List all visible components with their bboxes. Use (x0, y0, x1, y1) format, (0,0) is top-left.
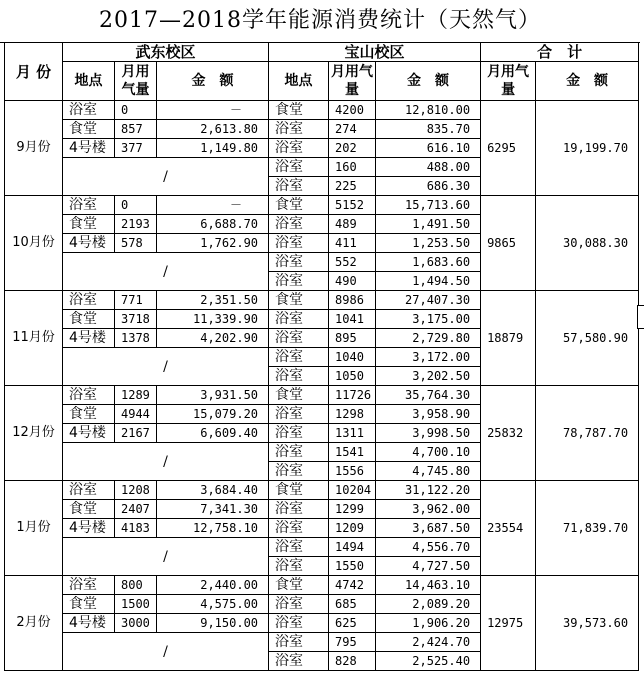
baoshan-location-cell[interactable]: 浴室 (269, 215, 329, 234)
baoshan-volume-cell[interactable]: 202 (329, 139, 376, 158)
wudong-amount-cell[interactable]: 6,688.70 (157, 215, 269, 234)
month-cell[interactable]: 11月份 (5, 291, 63, 386)
baoshan-amount-cell[interactable]: 3,958.90 (376, 405, 481, 424)
total-amount-cell[interactable]: 57,580.90 (536, 291, 639, 386)
wudong-volume-cell[interactable]: 800 (115, 576, 157, 595)
baoshan-volume-cell[interactable]: 1494 (329, 538, 376, 557)
wudong-volume-cell[interactable]: 3718 (115, 310, 157, 329)
baoshan-location-cell[interactable]: 浴室 (269, 158, 329, 177)
total-volume-cell[interactable]: 12975 (481, 576, 536, 671)
header-total[interactable]: 合 计 (481, 43, 639, 62)
baoshan-volume-cell[interactable]: 225 (329, 177, 376, 196)
wudong-volume-cell[interactable]: 578 (115, 234, 157, 253)
wudong-volume-cell[interactable]: 1289 (115, 386, 157, 405)
baoshan-amount-cell[interactable]: 1,494.50 (376, 272, 481, 291)
wudong-amount-cell[interactable]: 1,762.90 (157, 234, 269, 253)
baoshan-volume-cell[interactable]: 895 (329, 329, 376, 348)
baoshan-location-cell[interactable]: 食堂 (269, 101, 329, 120)
wudong-amount-cell[interactable]: － (157, 101, 269, 120)
baoshan-location-cell[interactable]: 浴室 (269, 595, 329, 614)
header-campus-wudong[interactable]: 武东校区 (63, 43, 269, 62)
baoshan-volume-cell[interactable]: 552 (329, 253, 376, 272)
total-volume-cell[interactable]: 23554 (481, 481, 536, 576)
wudong-empty-cell[interactable]: / (63, 158, 269, 196)
baoshan-volume-cell[interactable]: 411 (329, 234, 376, 253)
baoshan-volume-cell[interactable]: 1209 (329, 519, 376, 538)
baoshan-location-cell[interactable]: 浴室 (269, 120, 329, 139)
wudong-amount-cell[interactable]: 11,339.90 (157, 310, 269, 329)
baoshan-location-cell[interactable]: 浴室 (269, 652, 329, 671)
wudong-volume-cell[interactable]: 4944 (115, 405, 157, 424)
wudong-amount-cell[interactable]: 6,609.40 (157, 424, 269, 443)
baoshan-location-cell[interactable]: 食堂 (269, 386, 329, 405)
baoshan-location-cell[interactable]: 浴室 (269, 500, 329, 519)
wudong-amount-cell[interactable]: 15,079.20 (157, 405, 269, 424)
baoshan-location-cell[interactable]: 浴室 (269, 139, 329, 158)
wudong-volume-cell[interactable]: 2167 (115, 424, 157, 443)
baoshan-location-cell[interactable]: 浴室 (269, 177, 329, 196)
total-amount-cell[interactable]: 30,088.30 (536, 196, 639, 291)
scrollbar-edge[interactable] (637, 305, 644, 329)
baoshan-amount-cell[interactable]: 686.30 (376, 177, 481, 196)
baoshan-location-cell[interactable]: 浴室 (269, 538, 329, 557)
baoshan-volume-cell[interactable]: 160 (329, 158, 376, 177)
table-row (5, 196, 639, 215)
wudong-volume-cell[interactable]: 4183 (115, 519, 157, 538)
baoshan-location-cell[interactable]: 食堂 (269, 481, 329, 500)
baoshan-volume-cell[interactable]: 1556 (329, 462, 376, 481)
baoshan-location-cell[interactable]: 浴室 (269, 519, 329, 538)
baoshan-volume-cell[interactable]: 1311 (329, 424, 376, 443)
wudong-empty-cell[interactable]: / (63, 348, 269, 386)
baoshan-volume-cell[interactable]: 828 (329, 652, 376, 671)
baoshan-amount-cell[interactable]: 2,525.40 (376, 652, 481, 671)
wudong-location-cell[interactable]: 4号楼 (63, 424, 115, 443)
wudong-empty-cell[interactable]: / (63, 443, 269, 481)
wudong-location-cell[interactable]: 食堂 (63, 595, 115, 614)
wudong-amount-cell[interactable]: 4,202.90 (157, 329, 269, 348)
wudong-volume-cell[interactable]: 0 (115, 101, 157, 120)
wudong-location-cell[interactable]: 4号楼 (63, 139, 115, 158)
baoshan-volume-cell[interactable]: 1299 (329, 500, 376, 519)
wudong-location-cell[interactable]: 食堂 (63, 120, 115, 139)
table-body (5, 101, 639, 671)
baoshan-location-cell[interactable]: 浴室 (269, 443, 329, 462)
baoshan-location-cell[interactable]: 浴室 (269, 633, 329, 652)
total-amount-cell[interactable]: 39,573.60 (536, 576, 639, 671)
baoshan-location-cell[interactable]: 浴室 (269, 405, 329, 424)
baoshan-amount-cell[interactable]: 15,713.60 (376, 196, 481, 215)
baoshan-volume-cell[interactable]: 10204 (329, 481, 376, 500)
header-volume-total[interactable]: 月用气量 (481, 62, 536, 101)
header-campus-baoshan[interactable]: 宝山校区 (269, 43, 481, 62)
wudong-volume-cell[interactable]: 0 (115, 196, 157, 215)
total-amount-cell[interactable]: 71,839.70 (536, 481, 639, 576)
sheet-title: 2017—2018学年能源消费统计（天然气） (0, 0, 640, 43)
wudong-amount-cell[interactable]: 2,351.50 (157, 291, 269, 310)
wudong-amount-cell[interactable]: 3,684.40 (157, 481, 269, 500)
baoshan-volume-cell[interactable]: 490 (329, 272, 376, 291)
baoshan-volume-cell[interactable]: 795 (329, 633, 376, 652)
total-volume-cell[interactable]: 9865 (481, 196, 536, 291)
header-amount-a[interactable]: 金 额 (157, 62, 269, 101)
baoshan-amount-cell[interactable]: 1,683.60 (376, 253, 481, 272)
baoshan-volume-cell[interactable]: 1041 (329, 310, 376, 329)
table-row (5, 291, 639, 310)
baoshan-amount-cell[interactable]: 616.10 (376, 139, 481, 158)
baoshan-amount-cell[interactable]: 27,407.30 (376, 291, 481, 310)
baoshan-location-cell[interactable]: 食堂 (269, 291, 329, 310)
wudong-volume-cell[interactable]: 1208 (115, 481, 157, 500)
baoshan-amount-cell[interactable]: 2,729.80 (376, 329, 481, 348)
baoshan-amount-cell[interactable]: 1,253.50 (376, 234, 481, 253)
baoshan-location-cell[interactable]: 浴室 (269, 462, 329, 481)
baoshan-amount-cell[interactable]: 4,700.10 (376, 443, 481, 462)
wudong-location-cell[interactable]: 4号楼 (63, 614, 115, 633)
baoshan-location-cell[interactable]: 浴室 (269, 234, 329, 253)
wudong-amount-cell[interactable]: 7,341.30 (157, 500, 269, 519)
baoshan-location-cell[interactable]: 浴室 (269, 367, 329, 386)
baoshan-volume-cell[interactable]: 4742 (329, 576, 376, 595)
wudong-location-cell[interactable]: 4号楼 (63, 329, 115, 348)
wudong-location-cell[interactable]: 浴室 (63, 481, 115, 500)
baoshan-amount-cell[interactable]: 3,998.50 (376, 424, 481, 443)
wudong-empty-cell[interactable]: / (63, 253, 269, 291)
gas-consumption-table (4, 42, 639, 671)
wudong-location-cell[interactable]: 浴室 (63, 291, 115, 310)
wudong-amount-cell[interactable]: 12,758.10 (157, 519, 269, 538)
baoshan-volume-cell[interactable]: 4200 (329, 101, 376, 120)
month-cell[interactable]: 1月份 (5, 481, 63, 576)
baoshan-amount-cell[interactable]: 4,556.70 (376, 538, 481, 557)
header-location-b[interactable]: 地点 (269, 62, 329, 101)
month-cell[interactable]: 12月份 (5, 386, 63, 481)
baoshan-amount-cell[interactable]: 835.70 (376, 120, 481, 139)
wudong-location-cell[interactable]: 浴室 (63, 386, 115, 405)
total-amount-cell[interactable]: 78,787.70 (536, 386, 639, 481)
wudong-volume-cell[interactable]: 2407 (115, 500, 157, 519)
baoshan-amount-cell[interactable]: 3,175.00 (376, 310, 481, 329)
baoshan-location-cell[interactable]: 浴室 (269, 424, 329, 443)
baoshan-amount-cell[interactable]: 35,764.30 (376, 386, 481, 405)
header-amount-total[interactable]: 金 额 (536, 62, 639, 101)
header-amount-b[interactable]: 金 额 (376, 62, 481, 101)
baoshan-volume-cell[interactable]: 1050 (329, 367, 376, 386)
baoshan-amount-cell[interactable]: 12,810.00 (376, 101, 481, 120)
baoshan-amount-cell[interactable]: 1,491.50 (376, 215, 481, 234)
total-volume-cell[interactable]: 25832 (481, 386, 536, 481)
month-cell[interactable]: 9月份 (5, 101, 63, 196)
wudong-amount-cell[interactable]: 1,149.80 (157, 139, 269, 158)
wudong-location-cell[interactable]: 食堂 (63, 215, 115, 234)
month-cell[interactable]: 2月份 (5, 576, 63, 671)
baoshan-location-cell[interactable]: 浴室 (269, 253, 329, 272)
table-row (5, 101, 639, 120)
baoshan-volume-cell[interactable]: 1040 (329, 348, 376, 367)
baoshan-location-cell[interactable]: 食堂 (269, 576, 329, 595)
baoshan-location-cell[interactable]: 浴室 (269, 614, 329, 633)
total-amount-cell[interactable]: 19,199.70 (536, 101, 639, 196)
header-location-a[interactable]: 地点 (63, 62, 115, 101)
wudong-location-cell[interactable]: 浴室 (63, 196, 115, 215)
wudong-amount-cell[interactable]: － (157, 196, 269, 215)
baoshan-location-cell[interactable]: 浴室 (269, 557, 329, 576)
header-row-fields (5, 62, 639, 101)
wudong-location-cell[interactable]: 4号楼 (63, 519, 115, 538)
baoshan-amount-cell[interactable]: 3,962.00 (376, 500, 481, 519)
wudong-empty-cell[interactable]: / (63, 538, 269, 576)
baoshan-location-cell[interactable]: 食堂 (269, 196, 329, 215)
table-row (5, 386, 639, 405)
wudong-location-cell[interactable]: 食堂 (63, 405, 115, 424)
wudong-location-cell[interactable]: 浴室 (63, 101, 115, 120)
header-volume-b[interactable]: 月用气量 (329, 62, 376, 101)
baoshan-location-cell[interactable]: 浴室 (269, 272, 329, 291)
header-row-campus (5, 43, 639, 62)
baoshan-volume-cell[interactable]: 1298 (329, 405, 376, 424)
baoshan-amount-cell[interactable]: 3,202.50 (376, 367, 481, 386)
wudong-location-cell[interactable]: 浴室 (63, 576, 115, 595)
baoshan-amount-cell[interactable]: 2,424.70 (376, 633, 481, 652)
baoshan-volume-cell[interactable]: 8986 (329, 291, 376, 310)
wudong-empty-cell[interactable]: / (63, 633, 269, 671)
baoshan-amount-cell[interactable]: 488.00 (376, 158, 481, 177)
baoshan-location-cell[interactable]: 浴室 (269, 348, 329, 367)
month-cell[interactable]: 10月份 (5, 196, 63, 291)
baoshan-location-cell[interactable]: 浴室 (269, 329, 329, 348)
wudong-location-cell[interactable]: 食堂 (63, 310, 115, 329)
total-volume-cell[interactable]: 18879 (481, 291, 536, 386)
wudong-amount-cell[interactable]: 3,931.50 (157, 386, 269, 405)
wudong-volume-cell[interactable]: 3000 (115, 614, 157, 633)
baoshan-volume-cell[interactable]: 1541 (329, 443, 376, 462)
wudong-volume-cell[interactable]: 377 (115, 139, 157, 158)
baoshan-volume-cell[interactable]: 1550 (329, 557, 376, 576)
wudong-location-cell[interactable]: 4号楼 (63, 234, 115, 253)
baoshan-amount-cell[interactable]: 31,122.20 (376, 481, 481, 500)
header-month[interactable]: 月 份 (5, 43, 63, 101)
baoshan-amount-cell[interactable]: 2,089.20 (376, 595, 481, 614)
wudong-volume-cell[interactable]: 1500 (115, 595, 157, 614)
baoshan-volume-cell[interactable]: 11726 (329, 386, 376, 405)
wudong-volume-cell[interactable]: 2193 (115, 215, 157, 234)
table-row (5, 576, 639, 595)
baoshan-amount-cell[interactable]: 3,687.50 (376, 519, 481, 538)
baoshan-volume-cell[interactable]: 5152 (329, 196, 376, 215)
baoshan-volume-cell[interactable]: 489 (329, 215, 376, 234)
total-volume-cell[interactable]: 6295 (481, 101, 536, 196)
table-row (5, 481, 639, 500)
wudong-amount-cell[interactable]: 2,440.00 (157, 576, 269, 595)
wudong-amount-cell[interactable]: 9,150.00 (157, 614, 269, 633)
wudong-volume-cell[interactable]: 1378 (115, 329, 157, 348)
baoshan-amount-cell[interactable]: 14,463.10 (376, 576, 481, 595)
wudong-amount-cell[interactable]: 2,613.80 (157, 120, 269, 139)
wudong-location-cell[interactable]: 食堂 (63, 500, 115, 519)
baoshan-volume-cell[interactable]: 685 (329, 595, 376, 614)
wudong-volume-cell[interactable]: 857 (115, 120, 157, 139)
baoshan-amount-cell[interactable]: 4,745.80 (376, 462, 481, 481)
header-volume-a[interactable]: 月用气量 (115, 62, 157, 101)
baoshan-volume-cell[interactable]: 625 (329, 614, 376, 633)
wudong-volume-cell[interactable]: 771 (115, 291, 157, 310)
baoshan-amount-cell[interactable]: 3,172.00 (376, 348, 481, 367)
baoshan-amount-cell[interactable]: 1,906.20 (376, 614, 481, 633)
wudong-amount-cell[interactable]: 4,575.00 (157, 595, 269, 614)
baoshan-volume-cell[interactable]: 274 (329, 120, 376, 139)
baoshan-amount-cell[interactable]: 4,727.50 (376, 557, 481, 576)
baoshan-location-cell[interactable]: 浴室 (269, 310, 329, 329)
